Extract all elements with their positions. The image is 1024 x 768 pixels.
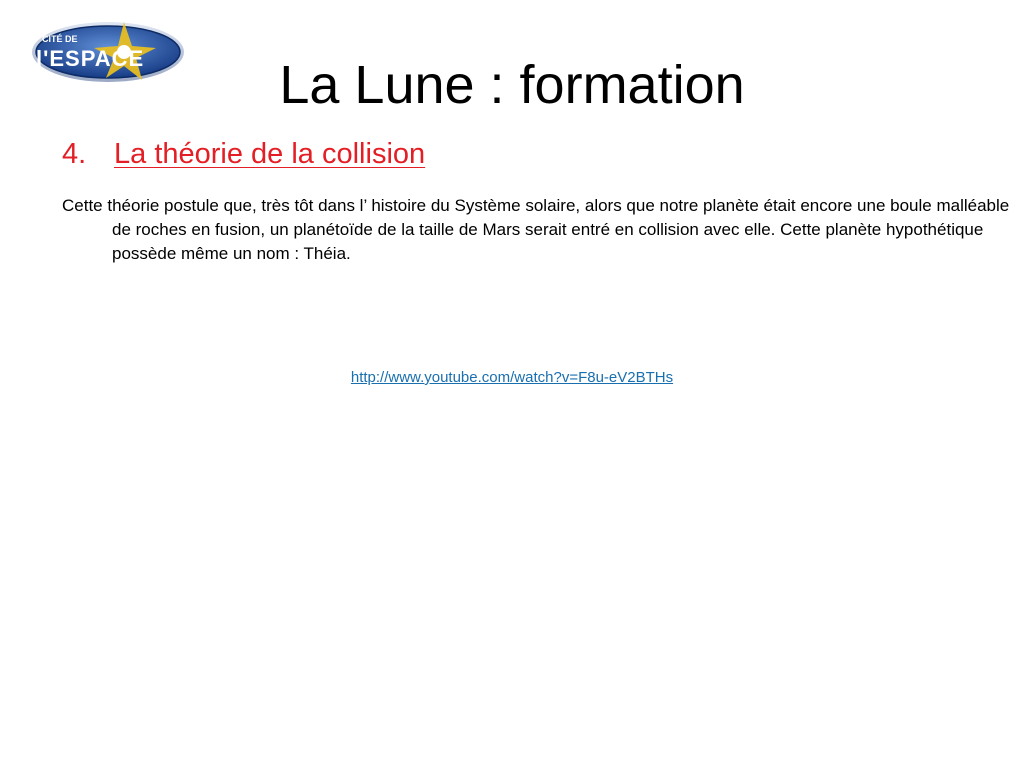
slide-title: La Lune : formation [279,55,745,115]
logo-line2: l'ESPACE [36,46,145,71]
youtube-link[interactable]: http://www.youtube.com/watch?v=F8u-eV2BTHs [350,369,674,386]
heading-number: 4. [62,138,87,170]
logo-line1: CITÉ DE [42,34,78,44]
body-paragraph: Cette théorie postule que, très tôt dans l’ histoire du Système solaire, alors que notre planète était encore une boule malléable de roches en fusion, un planétoïde de la taille de Mars serait entré en collision avec elle. Cette planète hypothétique possède même un nom : Théia. [62,196,1010,263]
section-heading [62,136,425,172]
link-container [0,368,1024,388]
heading-text: La théorie de la collision [114,138,426,170]
